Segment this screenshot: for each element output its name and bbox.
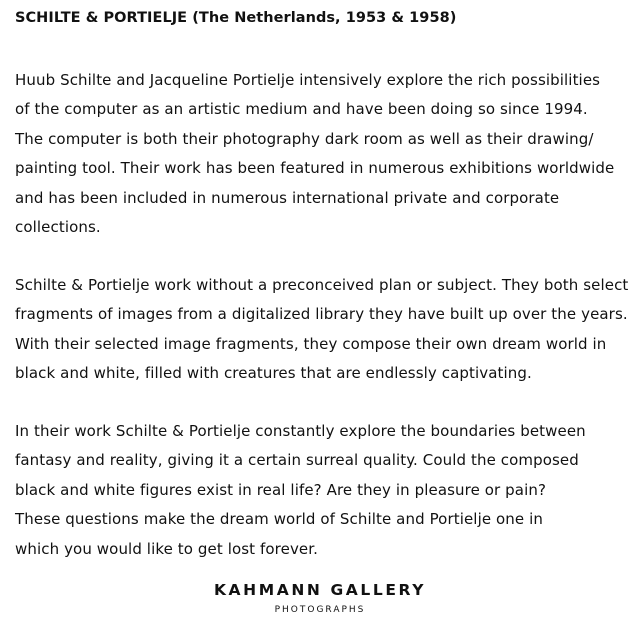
paragraph-line: black and white figures exist in real life? Are they in pleasure or pain? xyxy=(15,480,547,499)
paragraph-line: With their selected image fragments, they compose their own dream world in xyxy=(15,334,607,353)
paragraph-line: Schilte & Portielje work without a preconceived plan or subject. They both select xyxy=(15,276,629,294)
paragraph-line: of the computer as an artistic medium and have been doing so since 1994. xyxy=(15,100,588,119)
gallery-logo-name: KAHMANN GALLERY xyxy=(213,581,427,599)
paragraph-line: painting tool. Their work has been featured in numerous exhibitions worldwide xyxy=(15,159,615,178)
paragraph-line: black and white, filled with creatures that are endlessly captivating. xyxy=(15,364,532,383)
paragraph-intro xyxy=(15,66,614,242)
gallery-logo-subtitle: PHOTOGRAPHS xyxy=(274,605,366,615)
document-title: SCHILTE & PORTIELJE (The Netherlands, 1953 & 1958) xyxy=(15,10,457,26)
paragraph-line: fantasy and reality, giving it a certain surreal quality. Could the composed xyxy=(15,451,579,470)
paragraph-dream-world xyxy=(15,417,586,564)
paragraph-process xyxy=(15,271,628,389)
paragraph-line: In their work Schilte & Portielje constantly explore the boundaries between xyxy=(15,422,586,440)
paragraph-line: and has been included in numerous international private and corporate xyxy=(15,188,560,207)
paragraph-line: which you would like to get lost forever. xyxy=(15,539,319,558)
paragraph-line: The computer is both their photography dark room as well as their drawing/ xyxy=(15,129,594,148)
paragraph-line: Huub Schilte and Jacqueline Portielje intensively explore the rich possibilities xyxy=(15,71,601,89)
paragraph-line: These questions make the dream world of Schilte and Portielje one in xyxy=(15,510,543,529)
paragraph-line: collections. xyxy=(15,218,101,237)
paragraph-line: fragments of images from a digitalized library they have built up over the years. xyxy=(15,305,628,324)
